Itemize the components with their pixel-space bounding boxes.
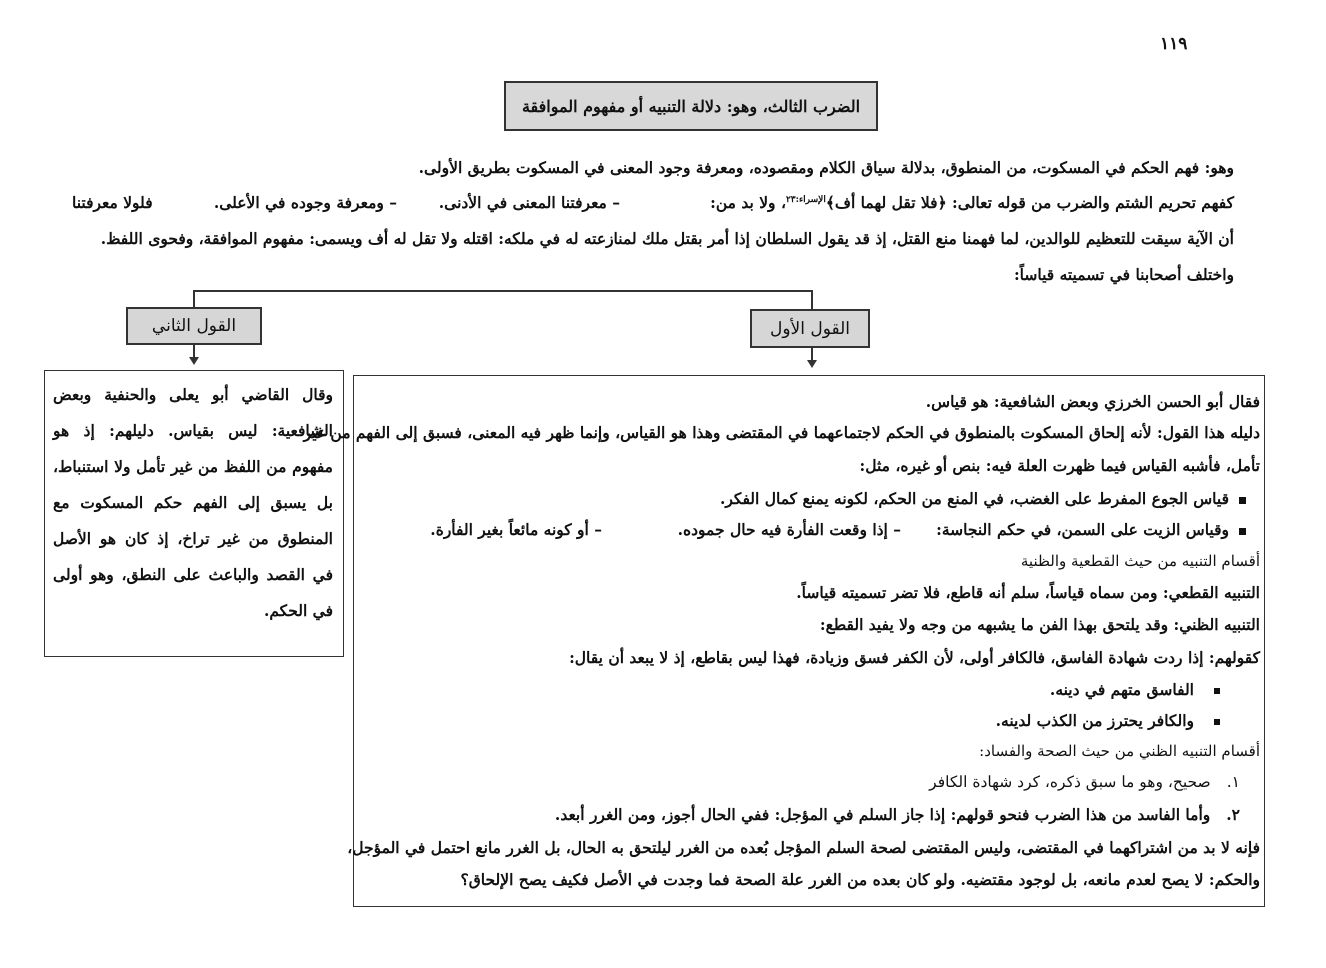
second-opinion-text: وقال القاضي أبو يعلى والحنفية وبعض الشافعية: ليس بقياس. دليلهم: إذ هو مفهوم من اللفظ من غير تأمل ولا استنباط، بل يسبق إلى الفهم حكم المسكوت مع المنطوق من غير تراخ، إذ كان هو الأصل في القصد والباعث على النطق، وهو أولى في الحكم. <box>53 385 333 620</box>
first-opinion-box <box>750 309 870 348</box>
first-numbered-2 <box>555 805 1240 824</box>
section-title: الضرب الثالث، وهو: دلالة التنبيه أو مفهوم الموافقة <box>521 96 861 116</box>
first-l6: التنبيه الظني: وقد يلتحق بهذا الفن ما يشبهه من وجه ولا يفيد القطع: <box>819 615 1260 634</box>
numbered-1-text: صحيح، وهو ما سبق ذكره، كرد شهادة الكافر <box>929 773 1211 791</box>
bullet-square-icon <box>1214 719 1220 725</box>
bullet-2-text: وقياس الزيت على السمن، في حكم النجاسة: <box>936 520 1229 539</box>
numbered-2-index: ٢. <box>1226 805 1240 824</box>
intro-line-3: أن الآية سيقت للتعظيم للوالدين، لما فهمنا منع القتل، إذ قد يقول السلطان إذا أمر بقتل ملك لمنازعته له في ملكه: اقتله ولا تقل له أف ويسمى: مفهوم الموافقة، وفحوى اللفظ. <box>100 229 1234 248</box>
intro-line-2c: – معرفتنا المعنى في الأدنى. <box>438 193 620 212</box>
first-l8: أقسام التنبيه الظني من حيث الصحة والفساد: <box>979 742 1260 760</box>
connector-right-top <box>811 290 813 310</box>
bullet-1-text: قياس الجوع المفرط على الغضب، في المنع من الحكم، لكونه يمنع كمال الفكر. <box>719 489 1229 508</box>
first-bullet-2b: – إذا وقعت الفأرة فيه حال جموده. <box>677 520 901 539</box>
connector-left-top <box>193 290 195 308</box>
first-bullet-2 <box>936 520 1246 539</box>
intro-line-2a <box>710 193 1234 212</box>
second-opinion-label: القول الثاني <box>151 316 237 336</box>
intro-line-2d: – ومعرفة وجوده في الأعلى. <box>213 193 397 212</box>
first-l4: أقسام التنبيه من حيث القطعية والظنية <box>1020 552 1260 570</box>
numbered-1-index: ١. <box>1226 773 1240 791</box>
second-opinion-box <box>126 307 262 345</box>
first-bullet-3 <box>1050 680 1220 699</box>
page-number: ١١٩ <box>1160 34 1188 54</box>
numbered-2-text: وأما الفاسد من هذا الضرب فنحو قولهم: إذا جاز السلم في المؤجل: ففي الحال أجوز، ومن الغرر أبعد. <box>554 805 1211 824</box>
first-opinion-panel <box>353 375 1265 907</box>
first-l2: دليله هذا القول: لأنه إلحاق المسكوت بالمنطوق في الحكم لاجتماعهما في المقتضى وهذا هو القياس، وإنما ظهر فيه المعنى، فسبق إلى الفهم من غير <box>303 423 1260 442</box>
first-bullet-1 <box>720 489 1246 508</box>
bullet-square-icon <box>1239 528 1246 535</box>
first-l3: تأمل، فأشبه القياس فيما ظهرت العلة فيه: بنص أو غيره، مثل: <box>859 456 1260 475</box>
connector-right-bottom <box>811 348 813 360</box>
first-bullet-4 <box>996 711 1220 730</box>
section-title-box <box>504 81 878 131</box>
bullet-3-text: الفاسق متهم في دينه. <box>1049 680 1194 699</box>
arrow-down-left-icon <box>189 357 199 365</box>
second-opinion-panel <box>44 370 344 657</box>
first-l7: كقولهم: إذا ردت شهادة الفاسق، فالكافر أولى، لأن الكفر فسق وزيادة، فهذا ليس بقاطع، إذ لا يبعد أن يقال: <box>569 648 1260 667</box>
intro-line-4: واختلف أصحابنا في تسميته قياساً: <box>1013 265 1234 284</box>
connector-left-bottom <box>193 345 195 357</box>
bullet-square-icon <box>1239 497 1246 504</box>
bullet-square-icon <box>1214 688 1220 694</box>
arrow-down-right-icon <box>807 360 817 368</box>
intro-must: ، ولا بد من: <box>710 193 786 212</box>
intro-verse: كفهم تحريم الشتم والضرب من قوله تعالى: ﴿فلا تقل لهما أف﴾ <box>825 193 1234 212</box>
first-l5: التنبيه القطعي: ومن سماه قياساً، سلم أنه قاطع، فلا تضر تسميته قياساً. <box>796 583 1260 602</box>
first-opinion-label: القول الأول <box>769 318 851 339</box>
bullet-4-text: والكافر يحترز من الكذب لدينه. <box>995 711 1194 730</box>
first-l1: فقال أبو الحسن الخرزي وبعض الشافعية: هو قياس. <box>925 392 1260 411</box>
first-numbered-1 <box>929 773 1240 791</box>
first-l9: فإنه لا بد من اشتراكهما في المقتضى، وليس المقتضى لصحة السلم المؤجل بُعده من الغرر ليلتحق به الحال، بل الغرر مانع احتمل في المؤجل، <box>347 838 1260 857</box>
first-bullet-2c: – أو كونه مائعاً بغير الفأرة. <box>430 520 602 539</box>
intro-line-2e: فلولا معرفتنا <box>72 193 153 212</box>
intro-line-1: وهو: فهم الحكم في المسكوت، من المنطوق، بدلالة سياق الكلام ومقصوده، ومعرفة وجود المعنى في المسكوت بطريق الأولى. <box>418 158 1234 177</box>
verse-reference: الإسراء:٢٣ <box>785 194 826 205</box>
first-l10: والحكم: لا يصح لعدم مانعه، بل لوجود مقتضيه. ولو كان بعده من الغرر علة الصحة فما وجدت في الأصل فكيف يصح الإلحاق؟ <box>460 870 1260 889</box>
connector-horizontal <box>193 290 812 292</box>
